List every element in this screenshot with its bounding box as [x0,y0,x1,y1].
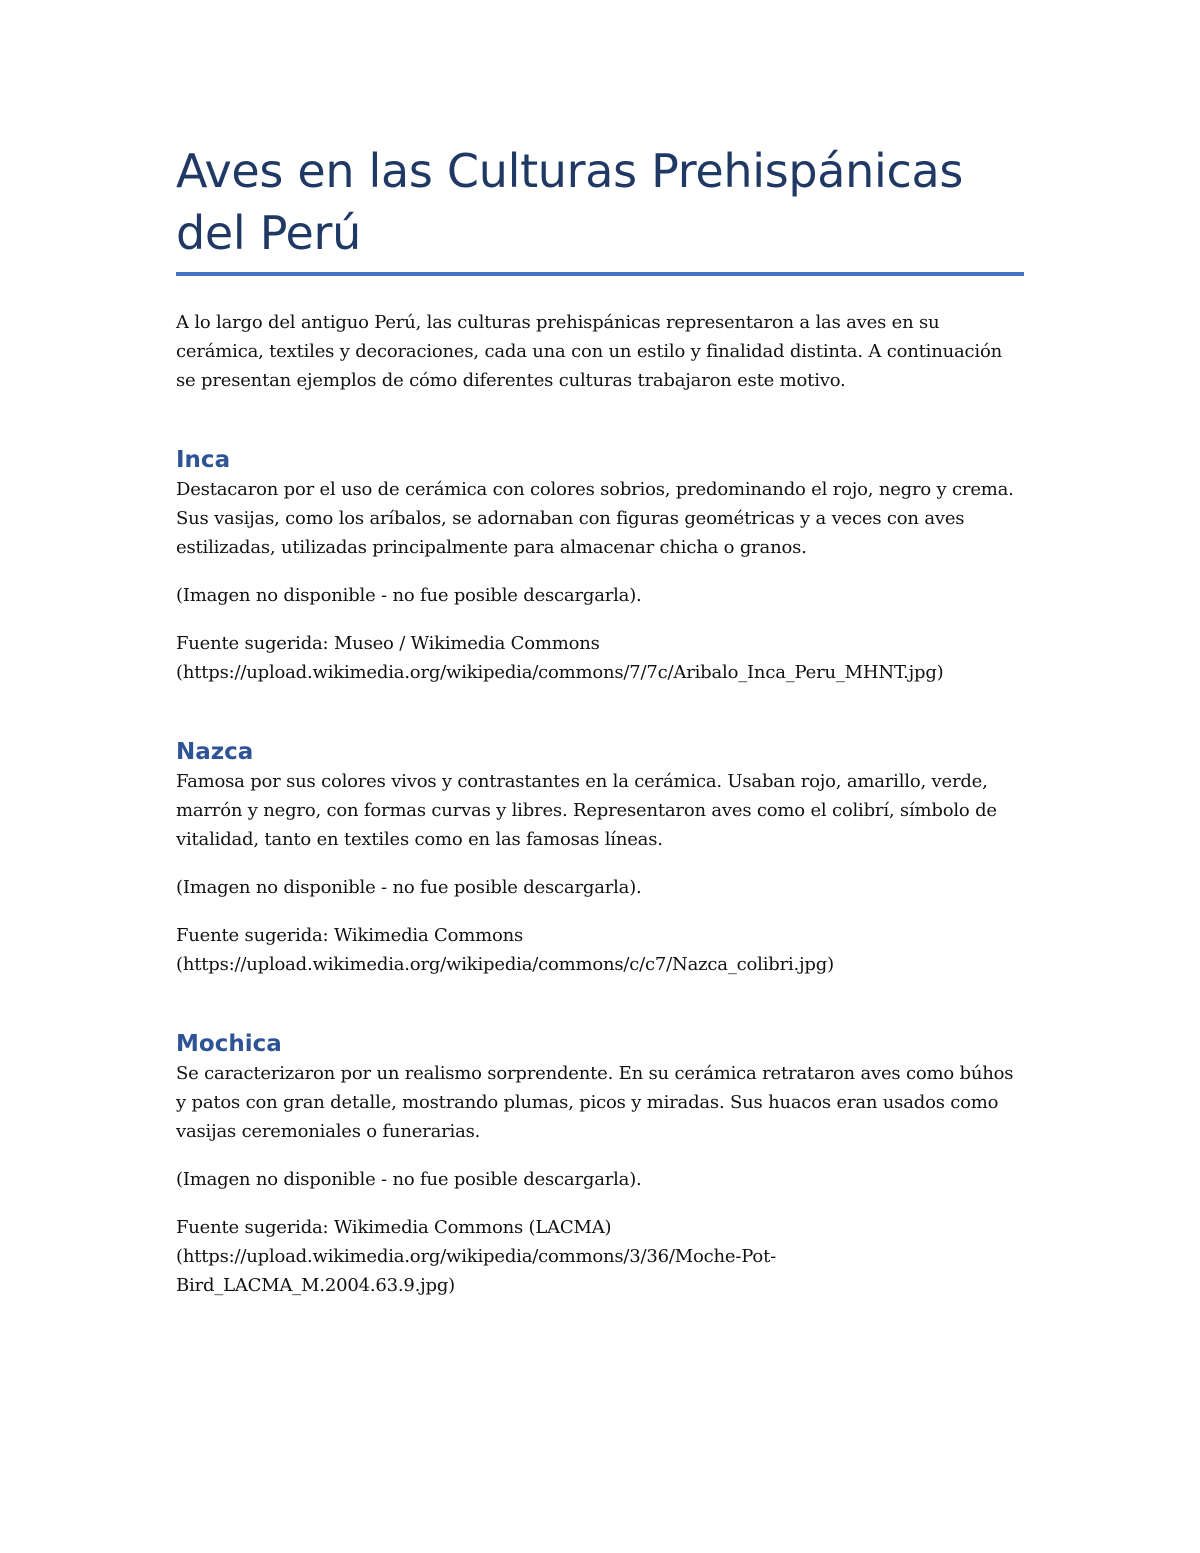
section-description: Se caracterizaron por un realismo sorprendente. En su cerámica retrataron aves como búhos y patos con gran detalle, mostrando plumas, picos y miradas. Sus huacos eran usados como vasijas ceremoniales o funerarias. [176,1063,1014,1142]
source-label: Fuente sugerida: Wikimedia Commons [176,925,524,946]
section-inca [176,445,1024,687]
section-heading: Nazca [176,739,254,765]
intro-paragraph: A lo largo del antiguo Perú, las culturas prehispánicas representaron a las aves en su cerámica, textiles y decoraciones, cada una con un estilo y finalidad distinta. A continuación se presentan ejemplos de cómo diferentes culturas trabajaron este motivo. [176,312,1002,391]
source-reference [176,629,1024,687]
source-label: Fuente sugerida: Wikimedia Commons (LACMA) [176,1217,612,1238]
document-page [176,140,1024,1300]
image-unavailable-note: (Imagen no disponible - no fue posible descargarla). [176,877,642,898]
source-reference [176,921,1024,979]
source-reference [176,1213,1024,1300]
source-label: Fuente sugerida: Museo / Wikimedia Commons [176,633,600,654]
section-nazca [176,737,1024,979]
image-unavailable-note: (Imagen no disponible - no fue posible descargarla). [176,1169,642,1190]
section-description: Destacaron por el uso de cerámica con colores sobrios, predominando el rojo, negro y crema. Sus vasijas, como los aríbalos, se adornaban con figuras geométricas y a veces con aves estilizadas, utilizadas principalmente para almacenar chicha o granos. [176,479,1014,558]
section-heading: Mochica [176,1031,282,1057]
image-unavailable-note: (Imagen no disponible - no fue posible descargarla). [176,585,642,606]
source-url: (https://upload.wikimedia.org/wikipedia/commons/7/7c/Aribalo_Inca_Peru_MHNT.jpg) [176,662,944,683]
section-heading: Inca [176,447,231,473]
title-underline [176,272,1024,276]
document-title: Aves en las Culturas Prehispánicas del Perú [176,144,964,260]
section-mochica [176,1029,1024,1300]
source-url: (https://upload.wikimedia.org/wikipedia/commons/3/36/Moche-Pot-Bird_LACMA_M.2004.63.9.jpg) [176,1246,776,1296]
source-url: (https://upload.wikimedia.org/wikipedia/commons/c/c7/Nazca_colibri.jpg) [176,954,834,975]
section-description: Famosa por sus colores vivos y contrastantes en la cerámica. Usaban rojo, amarillo, verde, marrón y negro, con formas curvas y libres. Representaron aves como el colibrí, símbolo de vitalidad, tanto en textiles como en las famosas líneas. [176,771,997,850]
